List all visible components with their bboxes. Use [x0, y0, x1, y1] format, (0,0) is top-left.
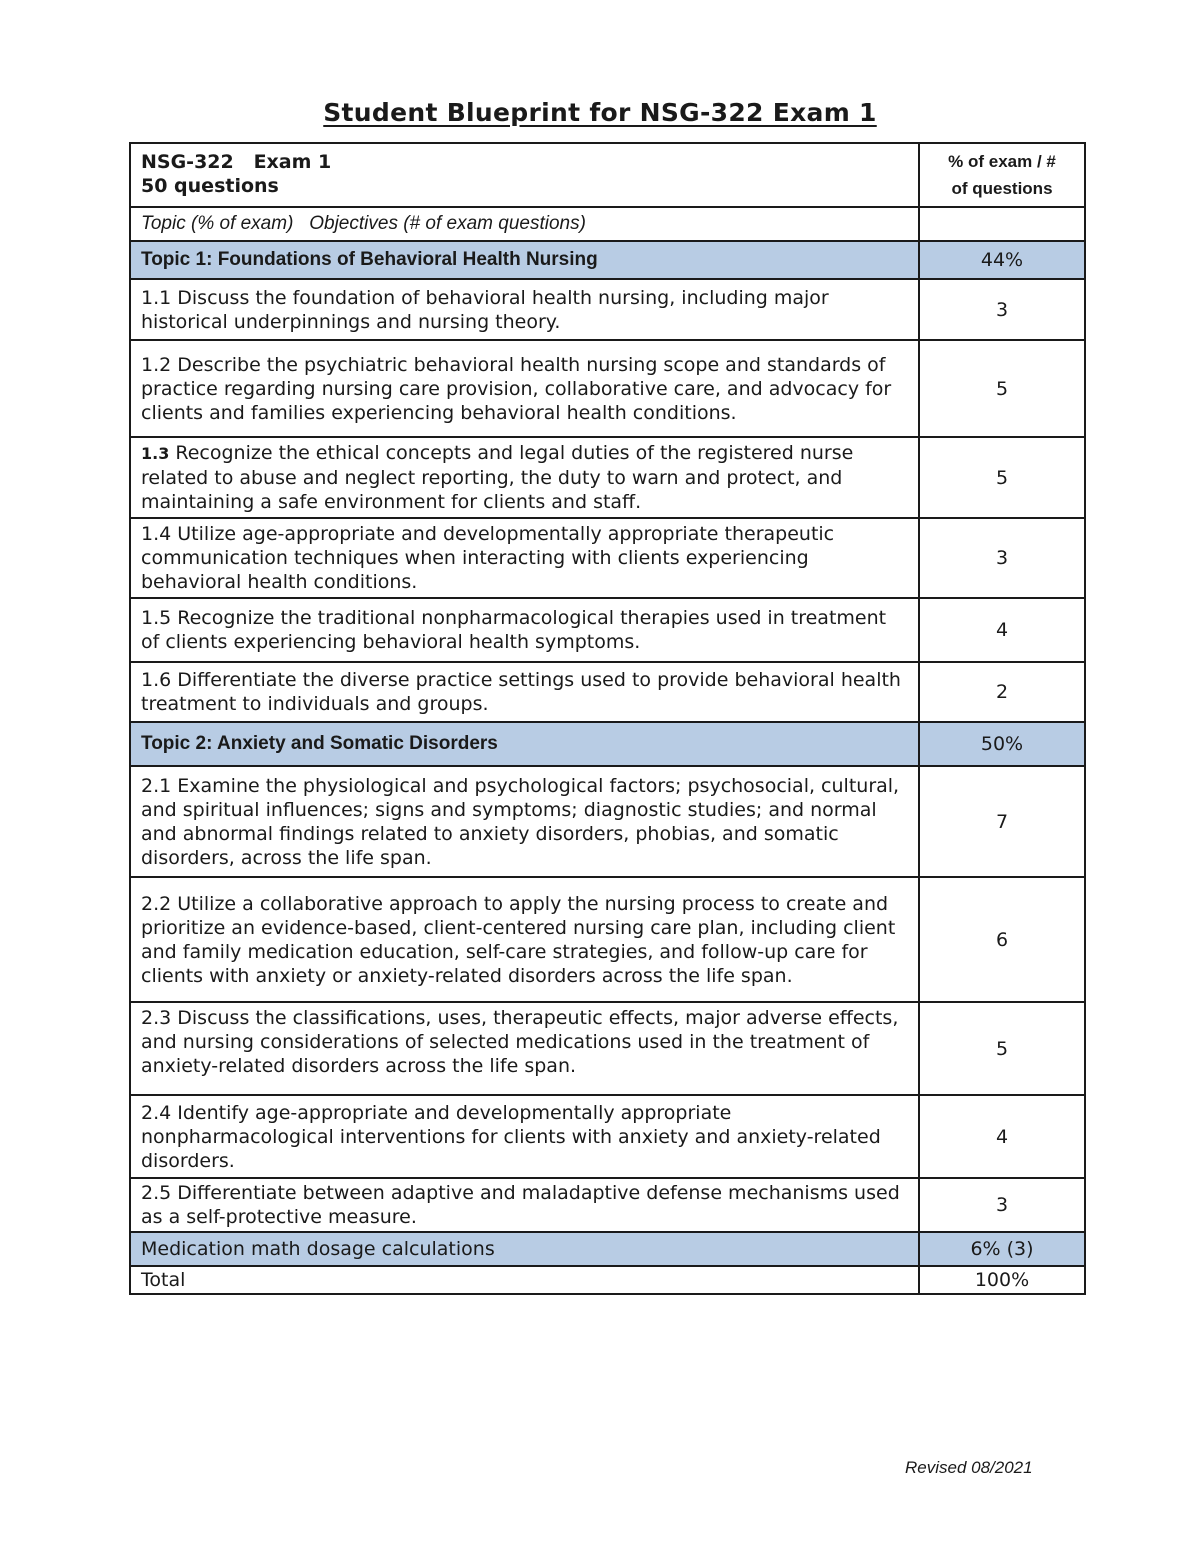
objective-text: Utilize a collaborative approach to apply the nursing process to create and prioritize an evidence-based, client-centered nursing care plan, including client and family medication education, self-care strategies, and follow-up care for clients with anxiety or anxiety-related disorders across the life span.	[141, 892, 896, 987]
subheader-cell: Topic (% of exam) Objectives (# of exam questions)	[130, 207, 919, 241]
objective-count: 5	[919, 1002, 1085, 1095]
objective-text-cell	[130, 518, 919, 598]
total-row	[130, 1266, 1085, 1294]
objective-number: 1.6	[141, 669, 172, 691]
objective-count: 7	[919, 766, 1085, 877]
objective-text-cell	[130, 437, 919, 518]
percent-header-cell	[919, 143, 1085, 207]
objective-text: Recognize the traditional nonpharmacological therapies used in treatment of clients experiencing behavioral health symptoms.	[141, 607, 887, 653]
subheader-empty-cell	[919, 207, 1085, 241]
objective-text: Recognize the ethical concepts and legal duties of the registered nurse related to abuse and neglect reporting, the duty to warn and protect, and maintaining a safe environment for clients and staff.	[141, 442, 854, 513]
objective-number: 2.1	[141, 774, 172, 797]
objective-text: Differentiate the diverse practice settings used to provide behavioral health treatment to individuals and groups.	[141, 669, 901, 715]
objective-count: 2	[919, 662, 1085, 722]
objective-count: 3	[919, 279, 1085, 340]
topic-row	[130, 241, 1085, 279]
objective-row	[130, 518, 1085, 598]
objective-text: Examine the physiological and psychological factors; psychosocial, cultural, and spiritual influences; signs and symptoms; diagnostic studies; and normal and abnormal findings related to anxiety disorders, phobias, and somatic disorders, across the life span.	[141, 774, 900, 869]
objective-count: 5	[919, 340, 1085, 437]
objective-number: 1.1	[141, 286, 172, 309]
topic-percent: 44%	[919, 241, 1085, 279]
objective-text: Describe the psychiatric behavioral health nursing scope and standards of practice regarding nursing care provision, collaborative care, and advocacy for clients and families experiencing behavioral health conditions.	[141, 353, 892, 424]
blueprint-table	[129, 142, 1086, 1295]
objective-count: 3	[919, 1178, 1085, 1232]
objective-number: 2.4	[141, 1101, 172, 1124]
questions-line: 50 questions	[141, 175, 279, 197]
objective-row	[130, 766, 1085, 877]
objective-text: Discuss the classifications, uses, therapeutic effects, major adverse effects, and nursing considerations of selected medications used in the treatment of anxiety-related disorders across the life span.	[141, 1007, 899, 1077]
objective-text: Identify age-appropriate and developmentally appropriate nonpharmacological interventions for clients with anxiety and anxiety-related disorders.	[141, 1101, 881, 1172]
objective-number: 2.3	[141, 1007, 172, 1029]
objective-row	[130, 340, 1085, 437]
topic-row	[130, 722, 1085, 766]
topic-label: Topic 1: Foundations of Behavioral Health Nursing	[130, 241, 919, 279]
objective-text-cell	[130, 279, 919, 340]
objective-number: 2.5	[141, 1182, 172, 1204]
objective-count: 6	[919, 877, 1085, 1002]
header-row	[130, 143, 1085, 207]
total-label: Total	[130, 1266, 919, 1294]
objective-number: 2.2	[141, 892, 172, 915]
objective-row	[130, 1002, 1085, 1095]
objective-count: 3	[919, 518, 1085, 598]
objective-number: 1.5	[141, 607, 172, 629]
objective-text-cell	[130, 877, 919, 1002]
objective-text: Utilize age-appropriate and developmentally appropriate therapeutic communication techniques when interacting with clients experiencing behavioral health conditions.	[141, 523, 835, 593]
objective-text: Differentiate between adaptive and maladaptive defense mechanisms used as a self-protective measure.	[141, 1182, 900, 1228]
subheader-row	[130, 207, 1085, 241]
objective-count: 4	[919, 1095, 1085, 1178]
objective-row	[130, 877, 1085, 1002]
objective-text-cell	[130, 1178, 919, 1232]
course-line: NSG-322 Exam 1	[141, 151, 332, 173]
objective-row	[130, 437, 1085, 518]
medication-label: Medication math dosage calculations	[130, 1232, 919, 1266]
objective-text-cell	[130, 340, 919, 437]
objective-number: 1.3	[141, 444, 170, 463]
percent-header-line-2: of questions	[951, 179, 1053, 198]
course-cell	[130, 143, 919, 207]
objective-row	[130, 1095, 1085, 1178]
percent-header-line-1: % of exam / #	[948, 152, 1056, 171]
objective-row	[130, 279, 1085, 340]
topic-percent: 50%	[919, 722, 1085, 766]
page-title: Student Blueprint for NSG-322 Exam 1	[323, 98, 877, 127]
medication-value: 6% (3)	[919, 1232, 1085, 1266]
revision-note: Revised 08/2021	[905, 1458, 1033, 1477]
objective-text-cell	[130, 1002, 919, 1095]
objective-text: Discuss the foundation of behavioral health nursing, including major historical underpinnings and nursing theory.	[141, 286, 829, 333]
objective-row	[130, 662, 1085, 722]
objective-count: 4	[919, 598, 1085, 662]
objective-row	[130, 1178, 1085, 1232]
objective-count: 5	[919, 437, 1085, 518]
objective-text-cell	[130, 766, 919, 877]
objective-text-cell	[130, 1095, 919, 1178]
objective-text-cell	[130, 662, 919, 722]
objective-text-cell	[130, 598, 919, 662]
objective-number: 1.4	[141, 523, 172, 545]
topic-label: Topic 2: Anxiety and Somatic Disorders	[130, 722, 919, 766]
objective-number: 1.2	[141, 353, 172, 376]
medication-row	[130, 1232, 1085, 1266]
total-value: 100%	[919, 1266, 1085, 1294]
objective-row	[130, 598, 1085, 662]
